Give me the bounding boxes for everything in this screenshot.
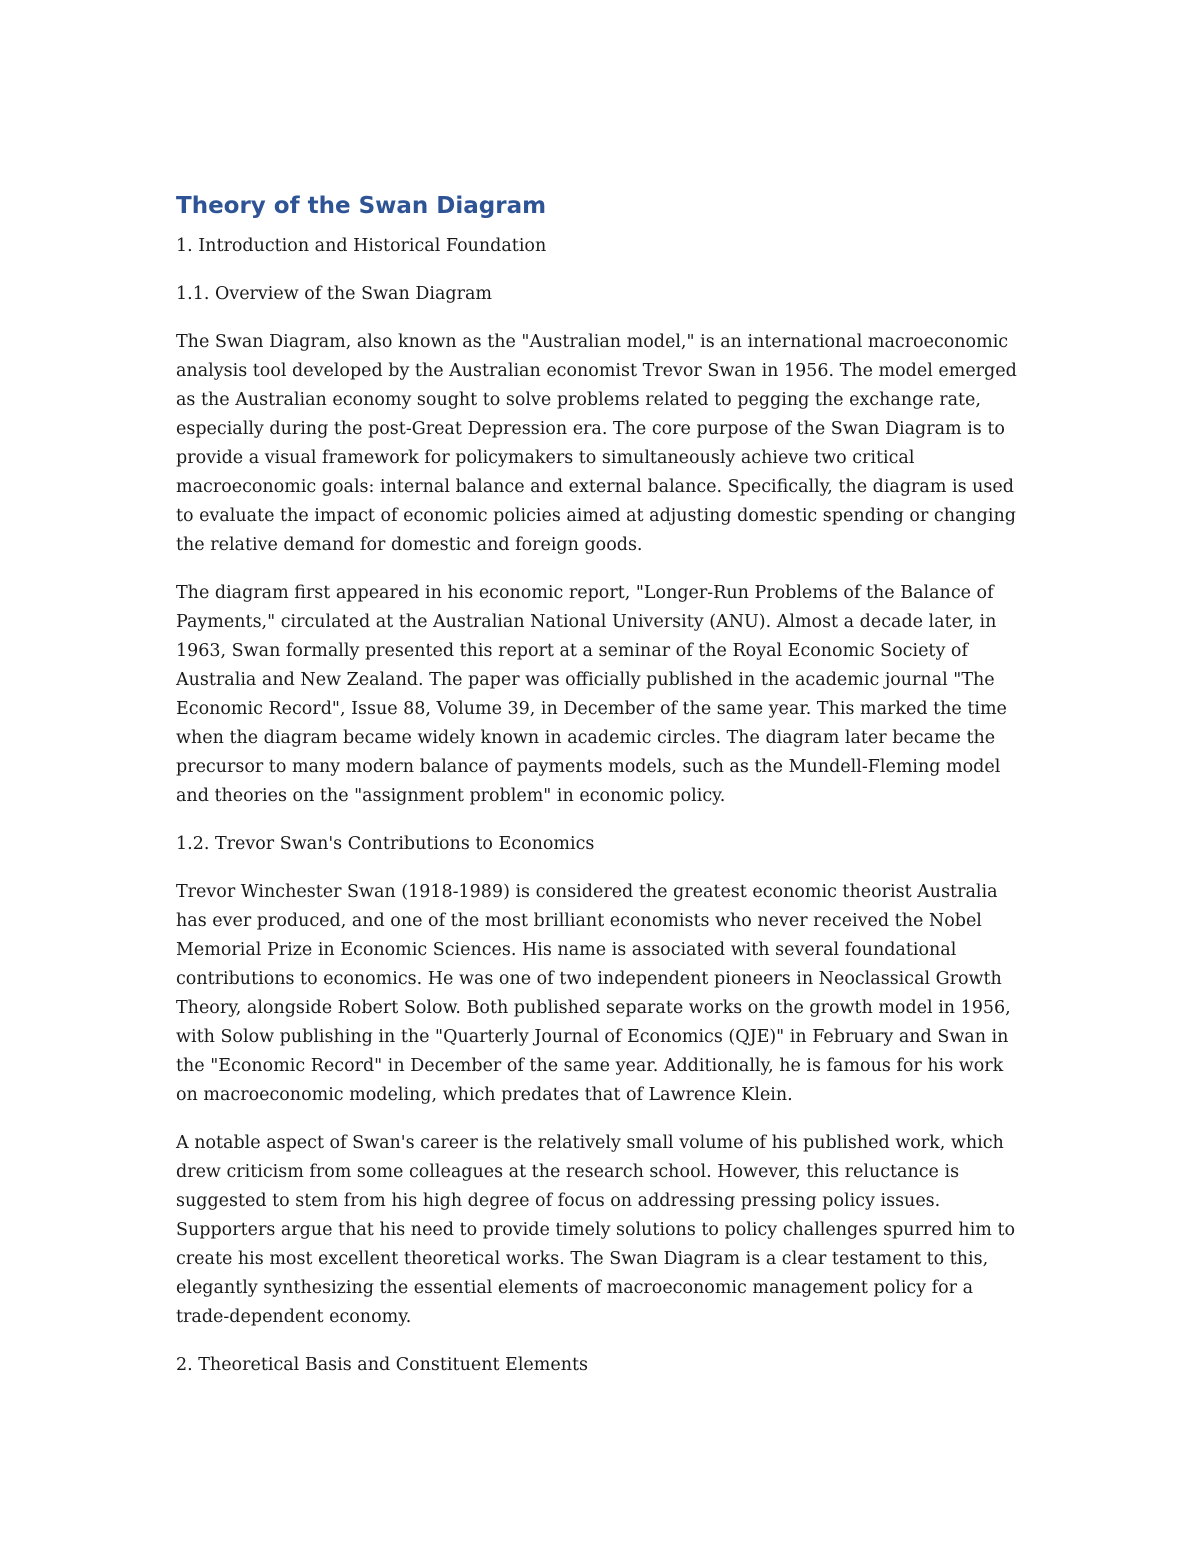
paragraph-swan-career: A notable aspect of Swan's career is the relatively small volume of his published work, which drew criticism from some colleagues at the research school. However, this reluctance is suggested to stem from his high degree of focus on addressing pressing policy issues. Supporters argue that his need to provide timely solutions to policy challenges spurred him to create his most excellent theoretical works. The Swan Diagram is a clear testament to this, elegantly synthesizing the essential elements of macroeconomic management policy for a trade-dependent economy. [176, 1133, 1016, 1327]
paragraph-swan-biography: Trevor Winchester Swan (1918-1989) is considered the greatest economic theorist Australia has ever produced, and one of the most brilliant economists who never received the Nobel Memorial Prize in Economic Sciences. His name is associated with several foundational contributions to economics. He was one of two independent pioneers in Neoclassical Growth Theory, alongside Robert Solow. Both published separate works on the growth model in 1956, with Solow publishing in the "Quarterly Journal of Economics (QJE)" in February and Swan in the "Economic Record" in December of the same year. Additionally, he is famous for his work on macroeconomic modeling, which predates that of Lawrence Klein. [176, 882, 1011, 1105]
paragraph-overview: The Swan Diagram, also known as the "Australian model," is an international macroeconomic analysis tool developed by the Australian economist Trevor Swan in 1956. The model emerged as the Australian economy sought to solve problems related to pegging the exchange rate, especially during the post-Great Depression era. The core purpose of the Swan Diagram is to provide a visual framework for policymakers to simultaneously achieve two critical macroeconomic goals: internal balance and external balance. Specifically, the diagram is used to evaluate the impact of economic policies aimed at adjusting domestic spending or changing the relative demand for domestic and foreign goods. [176, 332, 1017, 555]
section-1-heading: 1. Introduction and Historical Foundation [176, 236, 547, 256]
document-title: Theory of the Swan Diagram [176, 193, 547, 219]
section-1-1-heading: 1.1. Overview of the Swan Diagram [176, 284, 492, 304]
section-2-heading: 2. Theoretical Basis and Constituent Elements [176, 1355, 589, 1375]
document-body [176, 190, 1028, 1399]
section-1-2-heading: 1.2. Trevor Swan's Contributions to Economics [176, 834, 595, 854]
paragraph-history: The diagram first appeared in his economic report, "Longer-Run Problems of the Balance of Payments," circulated at the Australian National University (ANU). Almost a decade later, in 1963, Swan formally presented this report at a seminar of the Royal Economic Society of Australia and New Zealand. The paper was officially published in the academic journal "The Economic Record", Issue 88, Volume 39, in December of the same year. This marked the time when the diagram became widely known in academic circles. The diagram later became the precursor to many modern balance of payments models, such as the Mundell-Fleming model and theories on the "assignment problem" in economic policy. [176, 583, 1007, 806]
